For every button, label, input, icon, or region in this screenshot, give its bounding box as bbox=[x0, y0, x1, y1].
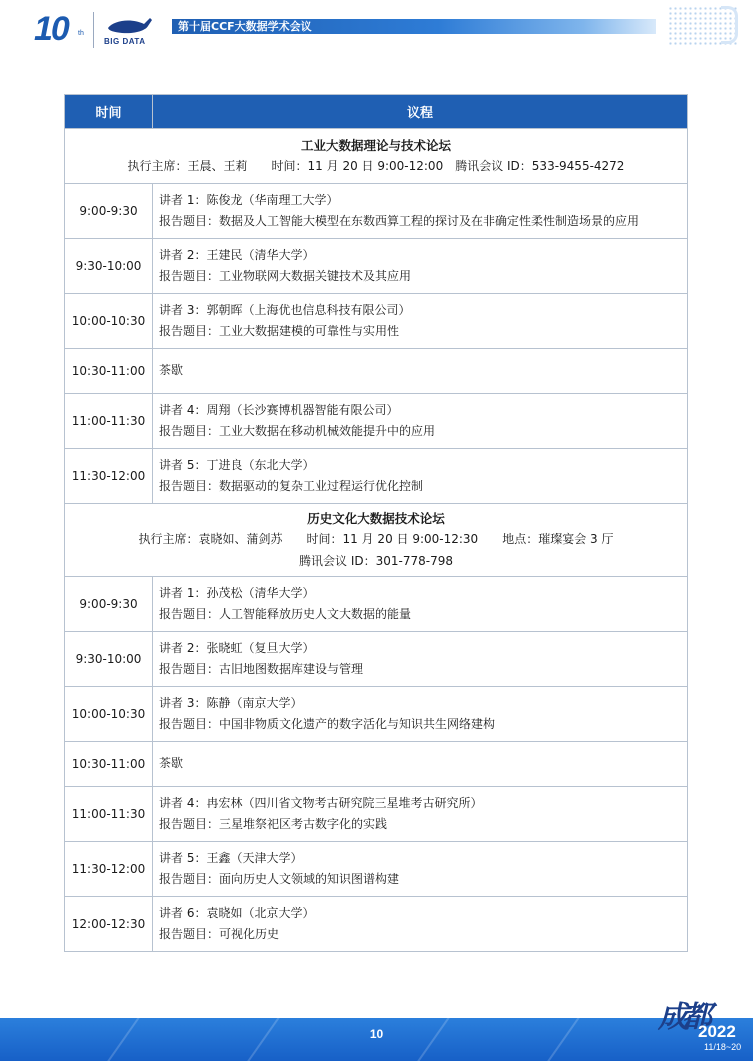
talk-title-line: 报告题目：可视化历史 bbox=[159, 927, 280, 941]
break-text: 茶歇 bbox=[159, 756, 184, 771]
speaker-line: 讲者 2：王建民（清华大学） bbox=[159, 247, 315, 262]
time-slot: 12:00-12:30 bbox=[65, 897, 153, 952]
time-slot: 10:00-10:30 bbox=[65, 294, 153, 349]
agenda-body bbox=[65, 129, 688, 952]
table-row bbox=[65, 842, 688, 897]
session-header-row bbox=[65, 129, 688, 184]
speaker-line: 讲者 4：冉宏林（四川省文物考古研究院三星堆考古研究所） bbox=[159, 795, 483, 810]
logo-brand-text: BIG DATA bbox=[104, 37, 146, 46]
time-slot: 9:00-9:30 bbox=[65, 184, 153, 239]
table-row bbox=[65, 577, 688, 632]
table-row bbox=[65, 687, 688, 742]
talk-title-line: 报告题目：数据及人工智能大模型在东数西算工程的探讨及在非确定性柔性制造场景的应用 bbox=[159, 214, 640, 228]
session-details: 执行主席：袁晓如、蒲剑苏 时间：11 月 20 日 9:00-12:30 地点：璀璨宴会 3 厅 bbox=[138, 532, 614, 547]
talk-title-line: 报告题目：古旧地图数据库建设与管理 bbox=[159, 662, 364, 676]
speaker-line: 讲者 2：张晓虹（复旦大学） bbox=[159, 640, 315, 655]
conference-logo bbox=[30, 8, 170, 50]
session-title: 历史文化大数据技术论坛 bbox=[307, 510, 445, 526]
city-calligraphy: 成都 bbox=[658, 1000, 706, 1035]
agenda-table bbox=[64, 94, 688, 952]
city-badge bbox=[652, 992, 750, 1058]
table-header-row bbox=[65, 95, 688, 129]
speaker-line: 讲者 6：袁晓如（北京大学） bbox=[159, 905, 315, 920]
time-slot: 10:30-11:00 bbox=[65, 349, 153, 394]
table-row bbox=[65, 294, 688, 349]
speaker-line: 讲者 4：周翔（长沙赛博机器智能有限公司） bbox=[159, 402, 399, 417]
speaker-line: 讲者 5：丁进良（东北大学） bbox=[159, 457, 315, 472]
session-info bbox=[65, 129, 688, 184]
header-banner bbox=[172, 19, 656, 34]
speaker-line: 讲者 3：陈静（南京大学） bbox=[159, 695, 303, 710]
talk-details bbox=[153, 239, 688, 294]
page-number: 10 bbox=[369, 1027, 384, 1041]
column-header-agenda: 议程 bbox=[153, 95, 688, 129]
table-row bbox=[65, 184, 688, 239]
talk-title-line: 报告题目：面向历史人文领域的知识图谱构建 bbox=[159, 872, 400, 886]
whale-icon bbox=[106, 14, 154, 36]
conference-title: 第十届CCF大数据学术会议 bbox=[178, 20, 312, 33]
break-label bbox=[153, 349, 688, 394]
talk-details bbox=[153, 294, 688, 349]
talk-title-line: 报告题目：数据驱动的复杂工业过程运行优化控制 bbox=[159, 479, 424, 493]
time-slot: 11:00-11:30 bbox=[65, 787, 153, 842]
speaker-line: 讲者 1：陈俊龙（华南理工大学） bbox=[159, 192, 339, 207]
table-row bbox=[65, 449, 688, 504]
table-row bbox=[65, 349, 688, 394]
talk-details bbox=[153, 842, 688, 897]
talk-details bbox=[153, 787, 688, 842]
header-decoration bbox=[668, 6, 738, 46]
time-slot: 11:30-12:00 bbox=[65, 842, 153, 897]
table-row bbox=[65, 394, 688, 449]
break-label bbox=[153, 742, 688, 787]
table-row bbox=[65, 742, 688, 787]
speaker-line: 讲者 5：王鑫（天津大学） bbox=[159, 850, 303, 865]
time-slot: 11:00-11:30 bbox=[65, 394, 153, 449]
time-slot: 9:00-9:30 bbox=[65, 577, 153, 632]
logo-divider bbox=[93, 12, 94, 48]
talk-title-line: 报告题目：工业大数据在移动机械效能提升中的应用 bbox=[159, 424, 436, 438]
speaker-line: 讲者 3：郭朝晖（上海优也信息科技有限公司） bbox=[159, 302, 411, 317]
break-text: 茶歇 bbox=[159, 363, 184, 378]
talk-title-line: 报告题目：工业大数据建模的可靠性与实用性 bbox=[159, 324, 400, 338]
event-year: 2022 bbox=[698, 1022, 736, 1041]
talk-details bbox=[153, 577, 688, 632]
event-dates: 11/18~20 bbox=[704, 1042, 742, 1052]
talk-details bbox=[153, 632, 688, 687]
talk-details bbox=[153, 449, 688, 504]
talk-details bbox=[153, 687, 688, 742]
talk-details bbox=[153, 184, 688, 239]
talk-title-line: 报告题目：中国非物质文化遗产的数字活化与知识共生网络建构 bbox=[159, 717, 496, 731]
session-details: 腾讯会议 ID：301-778-798 bbox=[299, 553, 453, 568]
session-info bbox=[65, 504, 688, 577]
logo-anniversary-suffix: th bbox=[78, 30, 84, 37]
session-details: 执行主席：王晨、王莉 时间：11 月 20 日 9:00-12:00 腾讯会议 ID：533-9455-4272 bbox=[127, 159, 625, 173]
table-row bbox=[65, 897, 688, 952]
table-row bbox=[65, 632, 688, 687]
talk-details bbox=[153, 897, 688, 952]
speaker-line: 讲者 1：孙茂松（清华大学） bbox=[159, 585, 315, 600]
talk-title-line: 报告题目：人工智能释放历史人文大数据的能量 bbox=[159, 607, 412, 621]
talk-title-line: 报告题目：三星堆祭祀区考古数字化的实践 bbox=[159, 817, 388, 831]
time-slot: 9:30-10:00 bbox=[65, 239, 153, 294]
time-slot: 10:30-11:00 bbox=[65, 742, 153, 787]
column-header-time: 时间 bbox=[65, 95, 153, 129]
talk-details bbox=[153, 394, 688, 449]
time-slot: 11:30-12:00 bbox=[65, 449, 153, 504]
table-row bbox=[65, 787, 688, 842]
session-title: 工业大数据理论与技术论坛 bbox=[300, 137, 451, 153]
session-header-row bbox=[65, 504, 688, 577]
time-slot: 9:30-10:00 bbox=[65, 632, 153, 687]
logo-anniversary-number: 10 bbox=[34, 10, 68, 48]
time-slot: 10:00-10:30 bbox=[65, 687, 153, 742]
talk-title-line: 报告题目：工业物联网大数据关键技术及其应用 bbox=[159, 269, 412, 283]
table-row bbox=[65, 239, 688, 294]
